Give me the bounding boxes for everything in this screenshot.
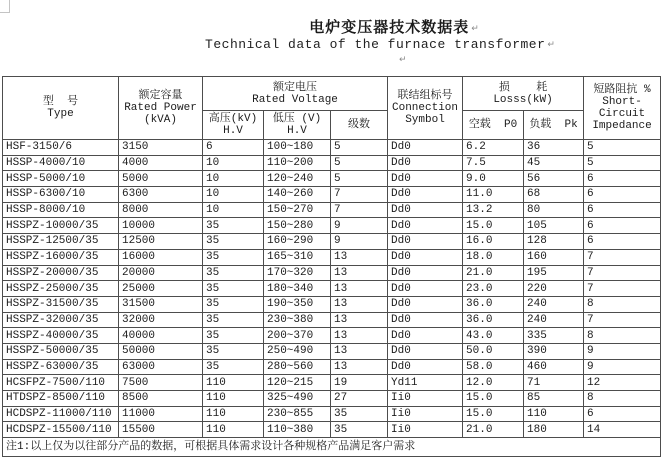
cell-rated-power: 25000	[119, 281, 203, 297]
header-hv-zh: 高压(kV)	[208, 113, 258, 125]
cell-rated-power: 15500	[119, 422, 203, 438]
header-no-load-label: 空载 P0	[468, 119, 518, 131]
cell-rated-power: 3150	[119, 140, 203, 156]
cell-rated-power: 5000	[119, 171, 203, 187]
cell-impedance: 7	[584, 312, 661, 328]
cell-pk: 71	[524, 375, 584, 391]
cell-lv: 150~280	[264, 218, 331, 234]
cell-connection: Dd0	[388, 312, 463, 328]
header-lv	[264, 111, 331, 140]
cell-rated-power: 8000	[119, 202, 203, 218]
header-impedance-en1: Short-	[602, 96, 642, 108]
cell-lv: 250~490	[264, 343, 331, 359]
table-row	[3, 249, 661, 265]
paragraph-mark-icon: ↵	[399, 55, 407, 65]
page-title-chinese-text: 电炉变压器技术数据表	[309, 19, 470, 36]
cell-type: HSSP-8000/10	[3, 202, 119, 218]
header-type-en: Type	[47, 108, 74, 120]
cell-impedance: 8	[584, 296, 661, 312]
cell-p0: 9.0	[463, 171, 524, 187]
cell-steps: 13	[331, 249, 388, 265]
cell-impedance: 6	[584, 171, 661, 187]
cell-rated-power: 16000	[119, 249, 203, 265]
cell-p0: 23.0	[463, 281, 524, 297]
cell-hv: 35	[203, 343, 264, 359]
header-row-sections	[3, 77, 661, 111]
cell-lv: 280~560	[264, 359, 331, 375]
cell-type: HCSFPZ-7500/110	[3, 375, 119, 391]
header-losses-zh: 损 耗	[498, 81, 548, 94]
cell-connection: Dd0	[388, 140, 463, 156]
table-row	[3, 296, 661, 312]
cell-p0: 21.0	[463, 422, 524, 438]
cell-connection: Dd0	[388, 234, 463, 250]
cell-p0: 15.0	[463, 406, 524, 422]
cell-lv: 150~270	[264, 202, 331, 218]
cell-hv: 35	[203, 296, 264, 312]
cell-steps: 7	[331, 202, 388, 218]
header-type	[3, 77, 119, 140]
cell-type: HSSP-4000/10	[3, 155, 119, 171]
cell-hv: 10	[203, 155, 264, 171]
cell-rated-power: 50000	[119, 343, 203, 359]
header-losses-en: Losss(kW)	[493, 93, 553, 106]
cell-lv: 325~490	[264, 391, 331, 407]
cell-type: HSSPZ-20000/35	[3, 265, 119, 281]
cell-connection: Ii0	[388, 406, 463, 422]
cell-connection: Dd0	[388, 328, 463, 344]
cell-connection: Dd0	[388, 265, 463, 281]
cell-impedance: 12	[584, 375, 661, 391]
cell-impedance: 9	[584, 359, 661, 375]
table-row	[3, 187, 661, 203]
cell-pk: 240	[524, 312, 584, 328]
cell-connection: Dd0	[388, 218, 463, 234]
cell-p0: 6.2	[463, 140, 524, 156]
cell-type: HSSPZ-40000/35	[3, 328, 119, 344]
cell-pk: 85	[524, 391, 584, 407]
cell-steps: 5	[331, 155, 388, 171]
cell-impedance: 7	[584, 281, 661, 297]
cell-steps: 13	[331, 281, 388, 297]
header-lv-zh: 低压 (V)	[272, 113, 322, 125]
cell-impedance: 8	[584, 391, 661, 407]
transformer-data-table	[2, 76, 661, 457]
cell-pk: 110	[524, 406, 584, 422]
header-impedance-en2: Circuit	[598, 108, 646, 120]
cell-pk: 195	[524, 265, 584, 281]
cell-impedance: 6	[584, 406, 661, 422]
cell-lv: 180~340	[264, 281, 331, 297]
cell-rated-power: 11000	[119, 406, 203, 422]
cell-type: HSSPZ-50000/35	[3, 343, 119, 359]
cell-connection: Ii0	[388, 422, 463, 438]
cell-type: HSSPZ-31500/35	[3, 296, 119, 312]
table-row	[3, 202, 661, 218]
header-impedance-en3: Impedance	[592, 120, 652, 132]
cell-hv: 110	[203, 391, 264, 407]
cell-pk: 105	[524, 218, 584, 234]
cell-pk: 160	[524, 249, 584, 265]
cell-impedance: 6	[584, 234, 661, 250]
table-row	[3, 140, 661, 156]
cell-p0: 13.2	[463, 202, 524, 218]
cell-connection: Dd0	[388, 343, 463, 359]
cell-p0: 11.0	[463, 187, 524, 203]
table-row	[3, 171, 661, 187]
header-connection-zh: 联结组标号	[397, 90, 453, 102]
paragraph-mark-icon: ↵	[471, 24, 479, 34]
cell-rated-power: 20000	[119, 265, 203, 281]
cell-lv: 230~380	[264, 312, 331, 328]
cell-connection: Dd0	[388, 171, 463, 187]
cell-connection: Ii0	[388, 391, 463, 407]
cell-impedance: 9	[584, 343, 661, 359]
header-on-load-label: 负载 Pk	[529, 119, 578, 131]
cell-hv: 6	[203, 140, 264, 156]
page-title-english-text: Technical data of the furnace transformer	[205, 37, 546, 52]
cell-steps: 35	[331, 406, 388, 422]
cell-connection: Dd0	[388, 202, 463, 218]
cell-lv: 140~260	[264, 187, 331, 203]
cell-pk: 220	[524, 281, 584, 297]
cell-steps: 13	[331, 265, 388, 281]
cell-p0: 58.0	[463, 359, 524, 375]
cell-p0: 36.0	[463, 296, 524, 312]
cell-impedance: 7	[584, 265, 661, 281]
cell-pk: 68	[524, 187, 584, 203]
header-connection-symbol	[388, 77, 463, 140]
table-row	[3, 234, 661, 250]
table-row	[3, 328, 661, 344]
cell-hv: 35	[203, 359, 264, 375]
cell-p0: 43.0	[463, 328, 524, 344]
table-row	[3, 422, 661, 438]
cell-steps: 13	[331, 296, 388, 312]
cell-connection: Dd0	[388, 249, 463, 265]
table-row	[3, 406, 661, 422]
cell-impedance: 7	[584, 249, 661, 265]
cell-pk: 36	[524, 140, 584, 156]
cell-pk: 460	[524, 359, 584, 375]
cell-type: HCDSPZ-11000/110	[3, 406, 119, 422]
cell-steps: 19	[331, 375, 388, 391]
cell-connection: Dd0	[388, 187, 463, 203]
cell-steps: 5	[331, 171, 388, 187]
header-lv-en: H.V	[287, 125, 307, 137]
cell-hv: 35	[203, 249, 264, 265]
cell-lv: 120~240	[264, 171, 331, 187]
header-impedance	[584, 77, 661, 140]
cell-lv: 110~200	[264, 155, 331, 171]
cell-rated-power: 40000	[119, 328, 203, 344]
cell-lv: 170~320	[264, 265, 331, 281]
header-rated-power-en: Rated Power	[124, 102, 197, 114]
footnote-text: 注1:以上仅为以往部分产品的数据，可根据具体需求设计各种规格产品满足客户需求	[3, 438, 661, 457]
cell-type: HSSPZ-63000/35	[3, 359, 119, 375]
cell-connection: Dd0	[388, 296, 463, 312]
cell-steps: 9	[331, 218, 388, 234]
cell-steps: 13	[331, 312, 388, 328]
table-row	[3, 391, 661, 407]
cell-type: HSSPZ-10000/35	[3, 218, 119, 234]
header-rated-power	[119, 77, 203, 140]
cell-hv: 10	[203, 187, 264, 203]
cell-lv: 160~290	[264, 234, 331, 250]
cell-rated-power: 8500	[119, 391, 203, 407]
cell-impedance: 8	[584, 328, 661, 344]
cell-impedance: 6	[584, 187, 661, 203]
cell-lv: 165~310	[264, 249, 331, 265]
header-rated-voltage	[203, 77, 388, 111]
cell-hv: 35	[203, 312, 264, 328]
header-impedance-zh: 短路阻抗 %	[593, 84, 651, 96]
header-rated-power-unit: (kVA)	[143, 114, 177, 126]
cell-connection: Dd0	[388, 359, 463, 375]
cell-steps: 7	[331, 187, 388, 203]
cell-lv: 100~180	[264, 140, 331, 156]
cell-pk: 56	[524, 171, 584, 187]
cell-type: HSSPZ-32000/35	[3, 312, 119, 328]
header-connection-en2: Symbol	[405, 114, 445, 126]
cell-lv: 110~380	[264, 422, 331, 438]
cell-p0: 21.0	[463, 265, 524, 281]
header-steps	[331, 111, 388, 140]
table-row	[3, 218, 661, 234]
cell-hv: 35	[203, 281, 264, 297]
table-row	[3, 312, 661, 328]
cell-impedance: 6	[584, 218, 661, 234]
cell-lv: 200~370	[264, 328, 331, 344]
cell-type: HSSP-6300/10	[3, 187, 119, 203]
cell-p0: 18.0	[463, 249, 524, 265]
cell-impedance: 5	[584, 140, 661, 156]
cell-hv: 35	[203, 265, 264, 281]
cell-lv: 120~215	[264, 375, 331, 391]
cell-type: HSSPZ-16000/35	[3, 249, 119, 265]
cell-hv: 35	[203, 218, 264, 234]
cell-pk: 240	[524, 296, 584, 312]
cell-impedance: 6	[584, 202, 661, 218]
header-hv-en: H.V	[223, 125, 243, 137]
cell-p0: 15.0	[463, 391, 524, 407]
header-on-load-pk	[524, 111, 584, 140]
header-no-load-p0	[463, 111, 524, 140]
cell-steps: 9	[331, 234, 388, 250]
footnote-row	[3, 438, 661, 457]
cell-hv: 10	[203, 171, 264, 187]
cell-steps: 27	[331, 391, 388, 407]
table-row	[3, 265, 661, 281]
cell-p0: 15.0	[463, 218, 524, 234]
cell-impedance: 14	[584, 422, 661, 438]
header-steps-label: 级数	[348, 119, 370, 131]
cell-rated-power: 4000	[119, 155, 203, 171]
table-row	[3, 155, 661, 171]
cell-steps: 13	[331, 359, 388, 375]
header-hv	[203, 111, 264, 140]
cell-steps: 35	[331, 422, 388, 438]
cell-type: HTDSPZ-8500/110	[3, 391, 119, 407]
header-connection-en1: Connection	[392, 102, 459, 114]
cell-steps: 13	[331, 343, 388, 359]
table-body	[3, 140, 661, 438]
cell-hv: 35	[203, 328, 264, 344]
header-rated-power-zh: 额定容量	[138, 90, 183, 102]
paragraph-mark-icon: ↵	[547, 40, 555, 50]
cell-pk: 80	[524, 202, 584, 218]
cell-p0: 50.0	[463, 343, 524, 359]
cell-p0: 36.0	[463, 312, 524, 328]
header-rated-voltage-en: Rated Voltage	[252, 93, 338, 106]
cell-rated-power: 32000	[119, 312, 203, 328]
cell-rated-power: 10000	[119, 218, 203, 234]
cell-connection: Yd11	[388, 375, 463, 391]
cell-type: HCDSPZ-15500/110	[3, 422, 119, 438]
cell-steps: 13	[331, 328, 388, 344]
header-type-zh: 型 号	[42, 96, 79, 108]
cell-pk: 335	[524, 328, 584, 344]
cell-steps: 5	[331, 140, 388, 156]
cell-pk: 390	[524, 343, 584, 359]
cell-rated-power: 12500	[119, 234, 203, 250]
table-row	[3, 343, 661, 359]
cell-hv: 110	[203, 406, 264, 422]
cell-rated-power: 31500	[119, 296, 203, 312]
cell-lv: 230~855	[264, 406, 331, 422]
page-title-chinese	[0, 16, 662, 37]
cell-lv: 190~350	[264, 296, 331, 312]
header-losses	[463, 77, 584, 111]
cell-hv: 10	[203, 202, 264, 218]
cell-type: HSF-3150/6	[3, 140, 119, 156]
header-rated-voltage-zh: 额定电压	[273, 81, 317, 94]
cell-rated-power: 63000	[119, 359, 203, 375]
table-row	[3, 281, 661, 297]
cell-type: HSSP-5000/10	[3, 171, 119, 187]
page-title-english	[0, 37, 662, 52]
cell-pk: 180	[524, 422, 584, 438]
cell-hv: 110	[203, 375, 264, 391]
cell-hv: 110	[203, 422, 264, 438]
table-row	[3, 359, 661, 375]
cell-hv: 35	[203, 234, 264, 250]
cell-p0: 16.0	[463, 234, 524, 250]
cell-p0: 7.5	[463, 155, 524, 171]
cell-connection: Dd0	[388, 281, 463, 297]
cell-type: HSSPZ-12500/35	[3, 234, 119, 250]
cell-pk: 128	[524, 234, 584, 250]
table-row	[3, 375, 661, 391]
cell-rated-power: 7500	[119, 375, 203, 391]
cell-type: HSSPZ-25000/35	[3, 281, 119, 297]
cell-rated-power: 6300	[119, 187, 203, 203]
page-corner-mark	[0, 0, 10, 13]
cell-connection: Dd0	[388, 155, 463, 171]
cell-impedance: 5	[584, 155, 661, 171]
cell-p0: 12.0	[463, 375, 524, 391]
cell-pk: 45	[524, 155, 584, 171]
